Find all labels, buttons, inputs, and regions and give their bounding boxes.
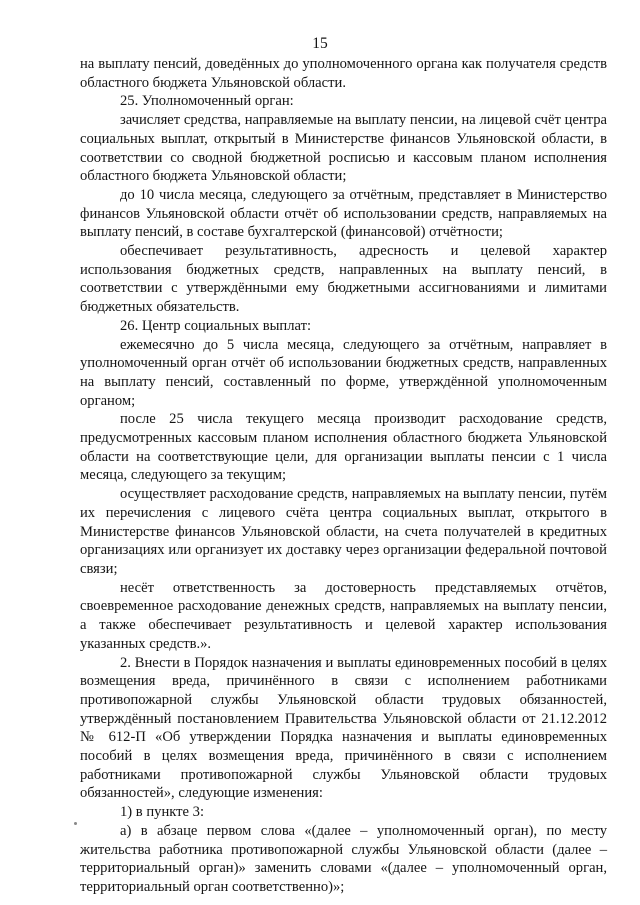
clause-26-item-2: после 25 числа текущего месяца производит расходование средств, предусмотренных кассовым планом исполнения областного бюджета Ульяновской области на соответствующие цели, для организации выплаты пенсии с 1 числа месяца, следующего за текущим; <box>80 411 607 484</box>
subitem-1: 1) в пункте 3: <box>120 804 205 821</box>
section-2-paragraph: 2. Внести в Порядок назначения и выплаты единовременных пособий в целях возмещения вреда, причинённого в связи с исполнением работниками противопожарной службы Ульяновской области трудовых обязанностей, утверждённый постановлением Правительства Ульяновской области от 21.12.2012 № 612-П «Об утверждении Порядка назначения и выплаты единовременных пособий в целях возмещения вреда, причинённого в связи с исполнением работниками противопожарной службы Ульяновской области трудовых обязанностей», следующие изменения: <box>80 654 607 802</box>
clause-26-item-3: осуществляет расходование средств, направляемых на выплату пенсии, путём их перечисления с лицевого счёта центра социальных выплат, открытого в Министерстве финансов Ульяновской области, на счета получателей в кредитных организациях или организует их доставку через организации федеральной почтовой связи; <box>80 486 607 577</box>
scan-artifact <box>74 822 77 825</box>
page-number: 15 <box>312 35 328 52</box>
subitem-a: а) в абзаце первом слова «(далее – уполномоченный орган), по месту жительства работника противопожарной службы Ульяновской области (далее – территориальный орган)» заменить словами «(далее – уполномоченный орган, территориальный орган соответственно)»; <box>80 822 607 895</box>
document-body <box>80 55 607 897</box>
clause-26-heading: 26. Центр социальных выплат: <box>120 317 312 334</box>
clause-26-item-4: несёт ответственность за достоверность представляемых отчётов, своевременное расходование денежных средств, направляемых на выплату пенсии, а также обеспечивает результативность и целевой характер использования указанных средств.». <box>80 579 607 652</box>
paragraph-continuation: на выплату пенсий, доведённых до уполномоченного органа как получателя средств областного бюджета Ульяновской области. <box>80 56 607 91</box>
clause-25-item-3: обеспечивает результативность, адресность и целевой характер использования бюджетных средств, направленных на выплату пенсий, в соответствии с утверждёнными ему бюджетными ассигнованиями и лимитами бюджетных обязательств. <box>80 243 607 316</box>
clause-25-item-2: до 10 числа месяца, следующего за отчётным, представляет в Министерство финансов Ульяновской области отчёт об использовании средств, направляемых на выплату пенсий, в составе бухгалтерской (финансовой) отчётности; <box>80 186 607 241</box>
clause-25-item-1: зачисляет средства, направляемые на выплату пенсии, на лицевой счёт центра социальных выплат, открытый в Министерстве финансов Ульяновской области, в соответствии со сводной бюджетной росписью и кассовым планом исполнения областного бюджета Ульяновской области; <box>80 112 607 185</box>
clause-26-item-1: ежемесячно до 5 числа месяца, следующего за отчётным, направляет в уполномоченный орган отчёт об использовании бюджетных средств, направленных на выплату пенсий, составленный по форме, утверждённой уполномоченным органом; <box>80 336 607 409</box>
clause-25-heading: 25. Уполномоченный орган: <box>120 93 294 110</box>
